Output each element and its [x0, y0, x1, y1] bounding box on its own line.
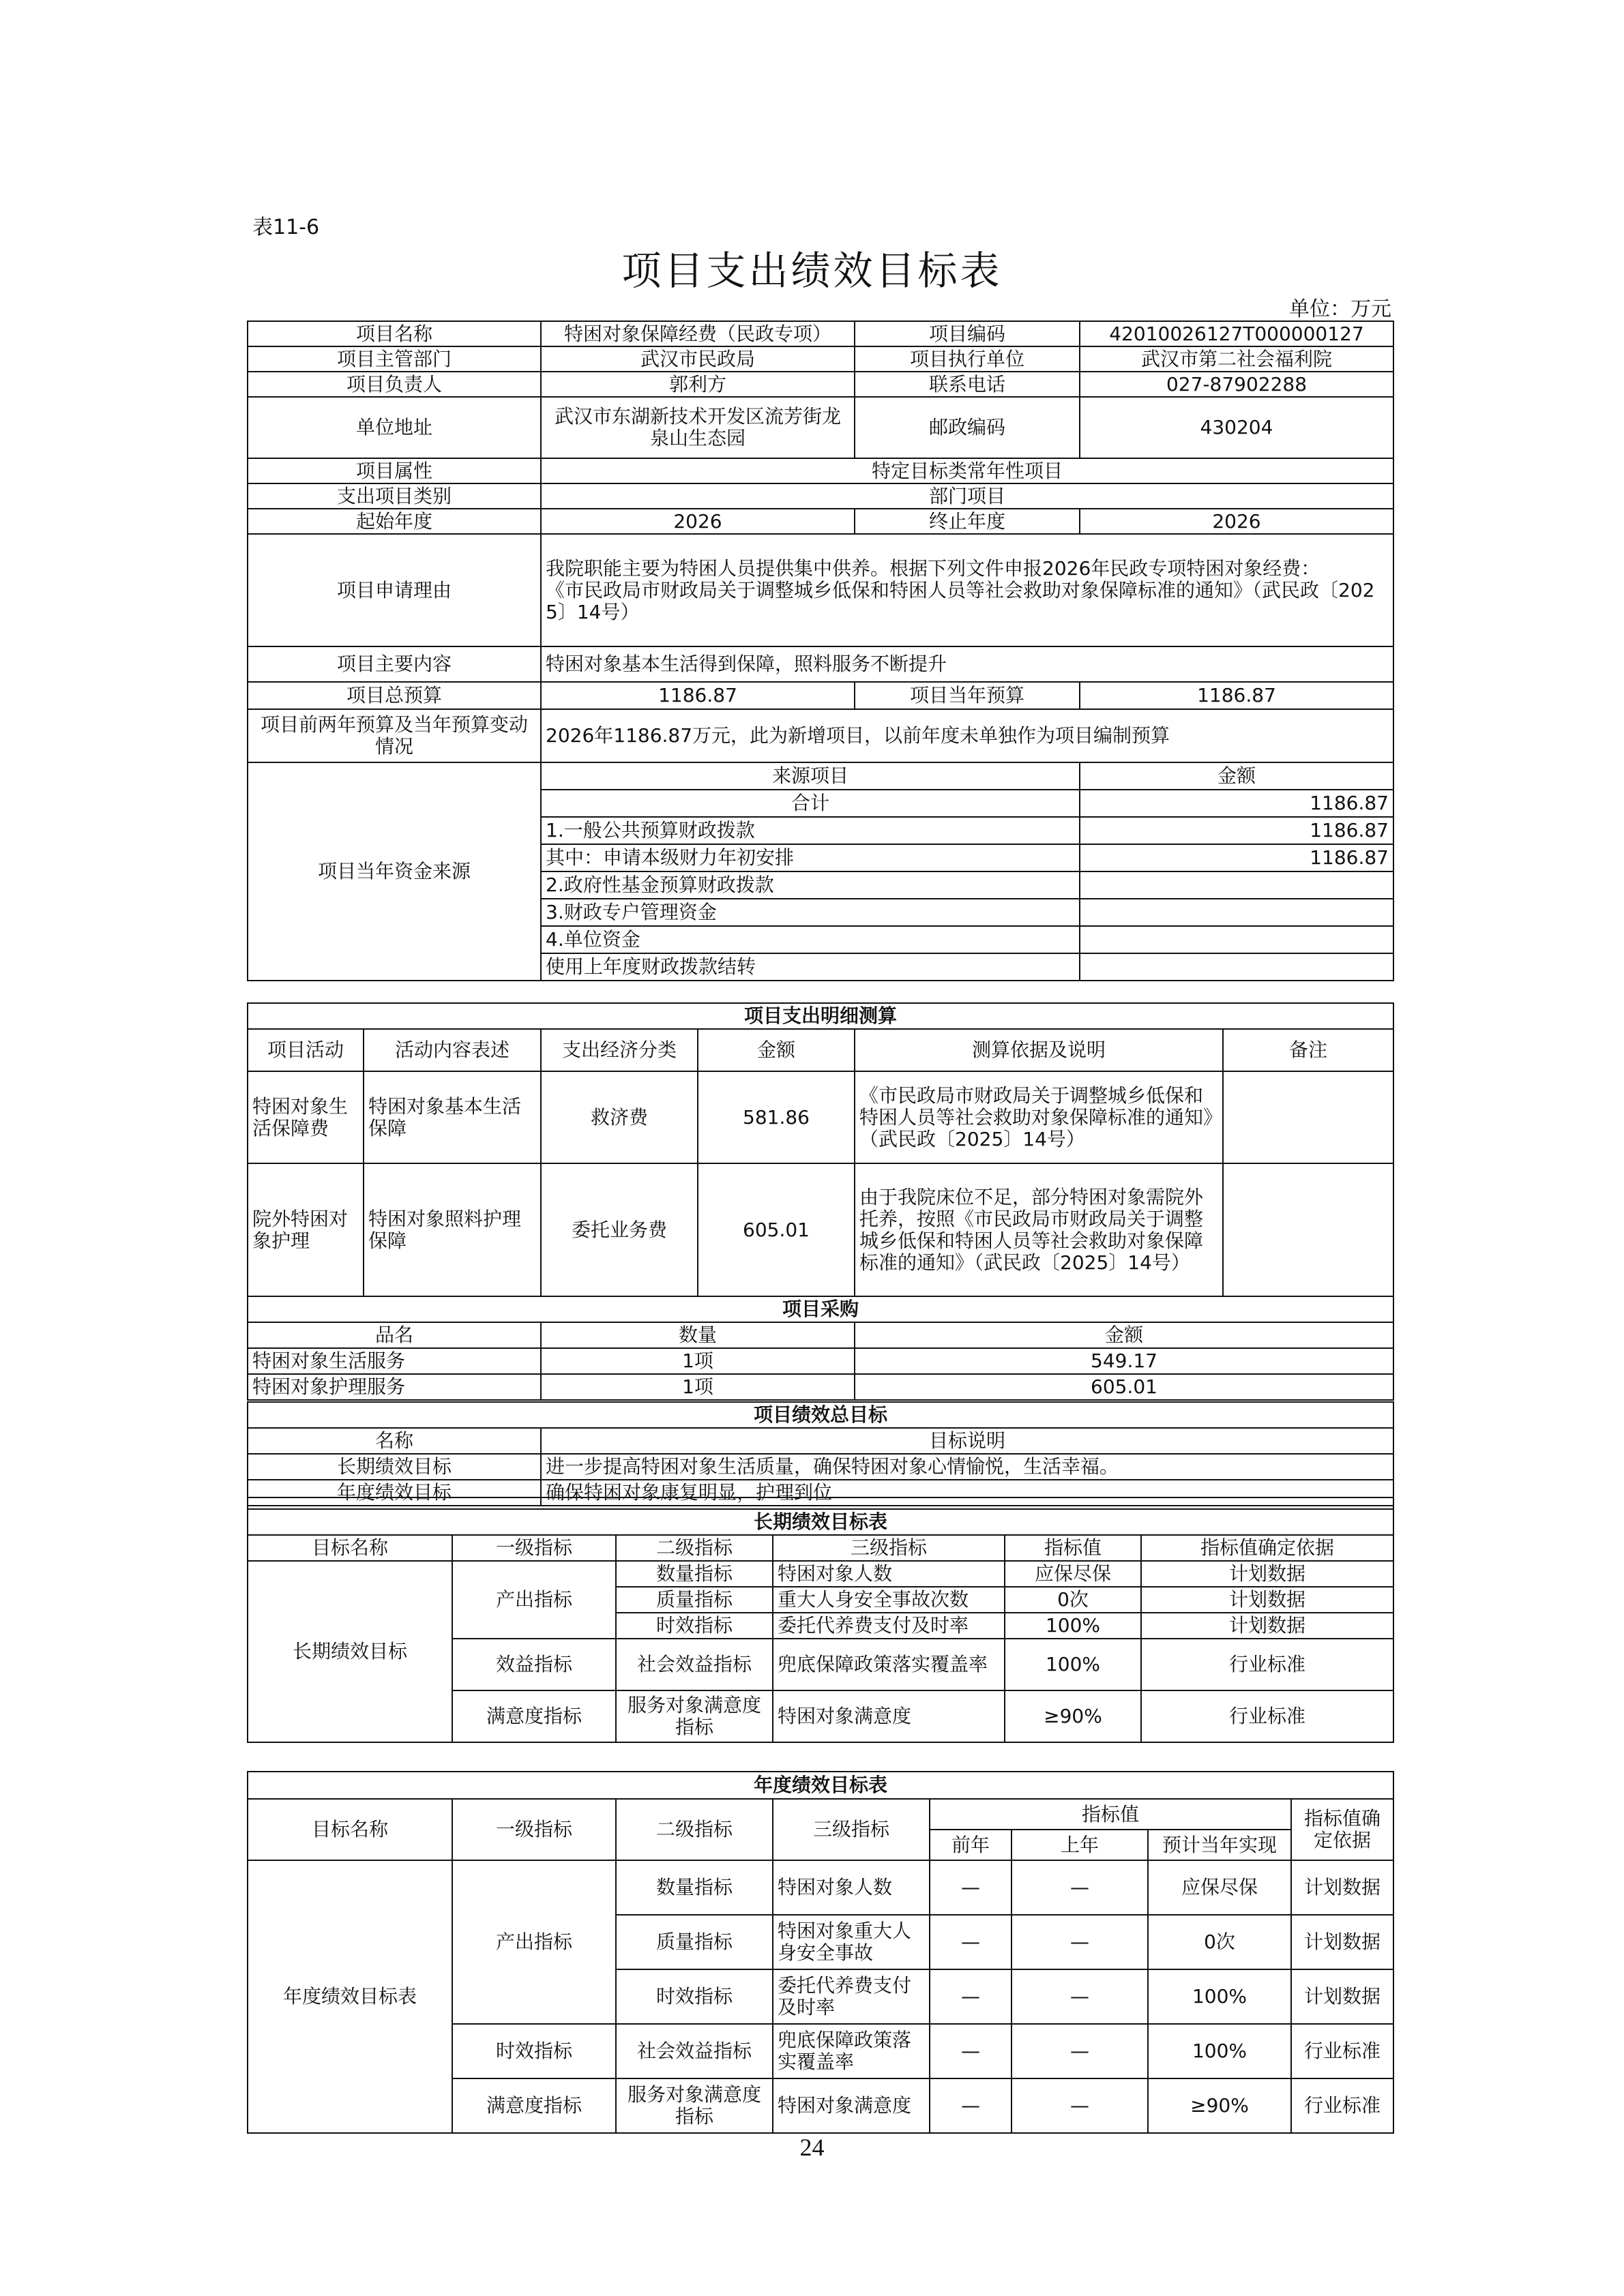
- detail-class: 救济费: [541, 1071, 698, 1163]
- funding-label: 项目当年资金来源: [248, 762, 541, 981]
- total-budget: 1186.87: [541, 682, 855, 709]
- total-budget-label: 项目总预算: [248, 682, 541, 709]
- table-row: [248, 1071, 1393, 1163]
- annual-header-l1: 一级指标: [452, 1799, 616, 1860]
- procurement-header: 数量: [541, 1322, 855, 1348]
- longterm-header: 三级指标: [773, 1535, 1005, 1561]
- unit-label: 单位：万元: [1289, 297, 1391, 321]
- funding-src: 4.单位资金: [541, 926, 1080, 953]
- detail-amount: 605.01: [698, 1163, 855, 1296]
- project-name: 特困对象保障经费（民政专项）: [541, 321, 855, 346]
- page-title: 项目支出绩效目标表: [621, 248, 1003, 294]
- annual-prev1: —: [1012, 2078, 1148, 2133]
- end-year: 2026: [1080, 509, 1393, 534]
- overall-name: 年度绩效目标: [248, 1480, 541, 1506]
- longterm-value: 应保尽保: [1005, 1561, 1141, 1587]
- annual-current: ≥90%: [1148, 2078, 1291, 2133]
- detail-class: 委托业务费: [541, 1163, 698, 1296]
- address-label: 单位地址: [248, 397, 541, 458]
- longterm-value: 100%: [1005, 1639, 1141, 1690]
- annual-level3: 兜底保障政策落实覆盖率: [773, 2024, 930, 2078]
- longterm-level3: 特困对象满意度: [773, 1690, 1005, 1742]
- funding-amt: [1080, 953, 1393, 981]
- longterm-target-name: 长期绩效目标: [248, 1561, 452, 1742]
- longterm-header: 目标名称: [248, 1535, 452, 1561]
- detail-activity: 特困对象生活保障费: [248, 1071, 364, 1163]
- annual-current: 应保尽保: [1148, 1860, 1291, 1915]
- overall-objective-table: [247, 1401, 1394, 1506]
- longterm-section-title: 长期绩效目标表: [248, 1509, 1393, 1535]
- end-year-label: 终止年度: [855, 509, 1080, 534]
- annual-level3: 特困对象满意度: [773, 2078, 930, 2133]
- procurement-amt: 605.01: [855, 1374, 1393, 1400]
- category-label: 支出项目类别: [248, 483, 541, 509]
- phone-label: 联系电话: [855, 372, 1080, 397]
- annual-basis: 行业标准: [1291, 2024, 1393, 2078]
- procurement-amt: 549.17: [855, 1348, 1393, 1374]
- overall-desc: 确保特困对象康复明显，护理到位: [541, 1480, 1393, 1506]
- longterm-header: 一级指标: [452, 1535, 616, 1561]
- annual-level2: 服务对象满意度指标: [616, 2078, 773, 2133]
- funding-amt: [1080, 899, 1393, 926]
- annual-current: 100%: [1148, 2024, 1291, 2078]
- project-code: 42010026127T000000127: [1080, 321, 1393, 346]
- procurement-qty: 1项: [541, 1348, 855, 1374]
- head-value: 郭利方: [541, 372, 855, 397]
- procurement-qty: 1项: [541, 1374, 855, 1400]
- funding-src-header: 来源项目: [541, 762, 1080, 790]
- table-row: [248, 1860, 1393, 1915]
- annual-header-basis: 指标值确定依据: [1291, 1799, 1393, 1860]
- procurement-header: 金额: [855, 1322, 1393, 1348]
- detail-header: 备注: [1223, 1029, 1393, 1071]
- annual-level1: 满意度指标: [452, 2078, 616, 2133]
- start-year-label: 起始年度: [248, 509, 541, 534]
- longterm-level1: 产出指标: [452, 1561, 616, 1639]
- project-code-label: 项目编码: [855, 321, 1080, 346]
- detail-note: [1223, 1163, 1393, 1296]
- table-number: 表11-6: [252, 215, 320, 239]
- longterm-header: 指标值: [1005, 1535, 1141, 1561]
- longterm-basis: 计划数据: [1141, 1561, 1393, 1587]
- overall-desc: 进一步提高特困对象生活质量，确保特困对象心情愉悦，生活幸福。: [541, 1454, 1393, 1480]
- longterm-basis: 行业标准: [1141, 1690, 1393, 1742]
- funding-src: 3.财政专户管理资金: [541, 899, 1080, 926]
- annual-objective-table: [247, 1771, 1394, 2134]
- longterm-header: 指标值确定依据: [1141, 1535, 1393, 1561]
- annual-level2: 时效指标: [616, 1969, 773, 2024]
- attr-value: 特定目标类常年性项目: [541, 458, 1393, 483]
- annual-basis: 计划数据: [1291, 1915, 1393, 1969]
- longterm-level1: 满意度指标: [452, 1690, 616, 1742]
- annual-current: 100%: [1148, 1969, 1291, 2024]
- funding-src: 其中：申请本级财力年初安排: [541, 844, 1080, 871]
- annual-target-name: 年度绩效目标表: [248, 1860, 452, 2133]
- postcode-value: 430204: [1080, 397, 1393, 458]
- annual-header-current: 预计当年实现: [1148, 1830, 1291, 1860]
- postcode-label: 邮政编码: [855, 397, 1080, 458]
- annual-header-prev1: 上年: [1012, 1830, 1148, 1860]
- detail-basis: 《市民政局市财政局关于调整城乡低保和特困人员等社会救助对象保障标准的通知》（武民政〔2025〕14号）: [855, 1071, 1223, 1163]
- table-row: [248, 1163, 1393, 1296]
- detail-basis: 由于我院床位不足，部分特困对象需院外托养，按照《市民政局市财政局关于调整城乡低保和特困人员等社会救助对象保障标准的通知》（武民政〔2025〕14号）: [855, 1163, 1223, 1296]
- procurement-header: 品名: [248, 1322, 541, 1348]
- longterm-basis: 行业标准: [1141, 1639, 1393, 1690]
- longterm-basis: 计划数据: [1141, 1613, 1393, 1639]
- annual-level2: 数量指标: [616, 1860, 773, 1915]
- table-row: [248, 1454, 1393, 1480]
- annual-level3: 特困对象人数: [773, 1860, 930, 1915]
- detail-desc: 特困对象基本生活保障: [364, 1071, 541, 1163]
- longterm-level3: 特困对象人数: [773, 1561, 1005, 1587]
- reason-text: 我院职能主要为特困人员提供集中供养。根据下列文件申报2026年民政专项特困对象经费： 《市民政局市财政局关于调整城乡低保和特困人员等社会救助对象保障标准的通知》（武民政〔2025〕14号）: [541, 534, 1393, 646]
- longterm-level1: 效益指标: [452, 1639, 616, 1690]
- detail-section-title: 项目支出明细测算: [248, 1003, 1393, 1029]
- annual-header-value: 指标值: [930, 1799, 1291, 1830]
- overall-section-title: 项目绩效总目标: [248, 1402, 1393, 1428]
- overall-header: 名称: [248, 1428, 541, 1454]
- table-row: [248, 1348, 1393, 1374]
- funding-src: 1.一般公共预算财政拨款: [541, 817, 1080, 844]
- overall-header: 目标说明: [541, 1428, 1393, 1454]
- attr-label: 项目属性: [248, 458, 541, 483]
- procurement-item: 特困对象护理服务: [248, 1374, 541, 1400]
- exec-unit-value: 武汉市第二社会福利院: [1080, 346, 1393, 372]
- detail-desc: 特困对象照料护理保障: [364, 1163, 541, 1296]
- detail-header: 支出经济分类: [541, 1029, 698, 1071]
- annual-prev2: —: [930, 1860, 1012, 1915]
- annual-prev1: —: [1012, 1915, 1148, 1969]
- annual-level3: 特困对象重大人身安全事故: [773, 1915, 930, 1969]
- procurement-item: 特困对象生活服务: [248, 1348, 541, 1374]
- content-text: 特困对象基本生活得到保障，照料服务不断提升: [541, 646, 1393, 682]
- annual-level2: 社会效益指标: [616, 2024, 773, 2078]
- dept-label: 项目主管部门: [248, 346, 541, 372]
- expenditure-detail-table: [247, 1002, 1394, 1297]
- longterm-value: ≥90%: [1005, 1690, 1141, 1742]
- address-value: 武汉市东湖新技术开发区流芳街龙泉山生态园: [541, 397, 855, 458]
- longterm-value: 0次: [1005, 1587, 1141, 1613]
- page-number: 24: [799, 2134, 825, 2161]
- annual-header-l2: 二级指标: [616, 1799, 773, 1860]
- longterm-level2: 服务对象满意度指标: [616, 1690, 773, 1742]
- detail-header: 测算依据及说明: [855, 1029, 1223, 1071]
- longterm-level2: 质量指标: [616, 1587, 773, 1613]
- longterm-level3: 兜底保障政策落实覆盖率: [773, 1639, 1005, 1690]
- annual-level2: 质量指标: [616, 1915, 773, 1969]
- annual-header-l3: 三级指标: [773, 1799, 930, 1860]
- longterm-level3: 委托代养费支付及时率: [773, 1613, 1005, 1639]
- funding-amt: 1186.87: [1080, 844, 1393, 871]
- basic-info-table: [247, 320, 1394, 981]
- annual-prev2: —: [930, 2078, 1012, 2133]
- annual-prev1: —: [1012, 1860, 1148, 1915]
- longterm-basis: 计划数据: [1141, 1587, 1393, 1613]
- annual-section-title: 年度绩效目标表: [248, 1772, 1393, 1799]
- funding-amt: 1186.87: [1080, 790, 1393, 817]
- longterm-level2: 社会效益指标: [616, 1639, 773, 1690]
- annual-current: 0次: [1148, 1915, 1291, 1969]
- annual-header-name: 目标名称: [248, 1799, 452, 1860]
- funding-amt: 1186.87: [1080, 817, 1393, 844]
- annual-prev2: —: [930, 1915, 1012, 1969]
- longterm-level2: 时效指标: [616, 1613, 773, 1639]
- longterm-level3: 重大人身安全事故次数: [773, 1587, 1005, 1613]
- annual-level3: 委托代养费支付及时率: [773, 1969, 930, 2024]
- current-budget-label: 项目当年预算: [855, 682, 1080, 709]
- dept-value: 武汉市民政局: [541, 346, 855, 372]
- budget-change-label: 项目前两年预算及当年预算变动情况: [248, 709, 541, 762]
- start-year: 2026: [541, 509, 855, 534]
- annual-basis: 计划数据: [1291, 1860, 1393, 1915]
- exec-unit-label: 项目执行单位: [855, 346, 1080, 372]
- annual-prev2: —: [930, 2024, 1012, 2078]
- detail-header: 金额: [698, 1029, 855, 1071]
- category-value: 部门项目: [541, 483, 1393, 509]
- content-label: 项目主要内容: [248, 646, 541, 682]
- reason-label: 项目申请理由: [248, 534, 541, 646]
- detail-amount: 581.86: [698, 1071, 855, 1163]
- annual-level1: 时效指标: [452, 2024, 616, 2078]
- overall-name: 长期绩效目标: [248, 1454, 541, 1480]
- funding-src: 合计: [541, 790, 1080, 817]
- current-budget: 1186.87: [1080, 682, 1393, 709]
- project-name-label: 项目名称: [248, 321, 541, 346]
- phone-value: 027-87902288: [1080, 372, 1393, 397]
- annual-header-prev2: 前年: [930, 1830, 1012, 1860]
- longterm-level2: 数量指标: [616, 1561, 773, 1587]
- budget-change-text: 2026年1186.87万元，此为新增项目，以前年度未单独作为项目编制预算: [541, 709, 1393, 762]
- funding-src: 2.政府性基金预算财政拨款: [541, 871, 1080, 899]
- annual-basis: 计划数据: [1291, 1969, 1393, 2024]
- annual-prev1: —: [1012, 1969, 1148, 2024]
- funding-amt: [1080, 871, 1393, 899]
- longterm-value: 100%: [1005, 1613, 1141, 1639]
- detail-activity: 院外特困对象护理: [248, 1163, 364, 1296]
- procurement-table: [247, 1296, 1394, 1401]
- funding-src: 使用上年度财政拨款结转: [541, 953, 1080, 981]
- procurement-section-title: 项目采购: [248, 1296, 1393, 1322]
- detail-header: 活动内容表述: [364, 1029, 541, 1071]
- funding-amt: [1080, 926, 1393, 953]
- funding-amt-header: 金额: [1080, 762, 1393, 790]
- detail-header: 项目活动: [248, 1029, 364, 1071]
- annual-level1: 产出指标: [452, 1860, 616, 2024]
- table-row: [248, 1561, 1393, 1587]
- annual-basis: 行业标准: [1291, 2078, 1393, 2133]
- table-row: [248, 1374, 1393, 1400]
- longterm-objective-table: [247, 1508, 1394, 1743]
- head-label: 项目负责人: [248, 372, 541, 397]
- annual-prev1: —: [1012, 2024, 1148, 2078]
- detail-note: [1223, 1071, 1393, 1163]
- longterm-header: 二级指标: [616, 1535, 773, 1561]
- annual-prev2: —: [930, 1969, 1012, 2024]
